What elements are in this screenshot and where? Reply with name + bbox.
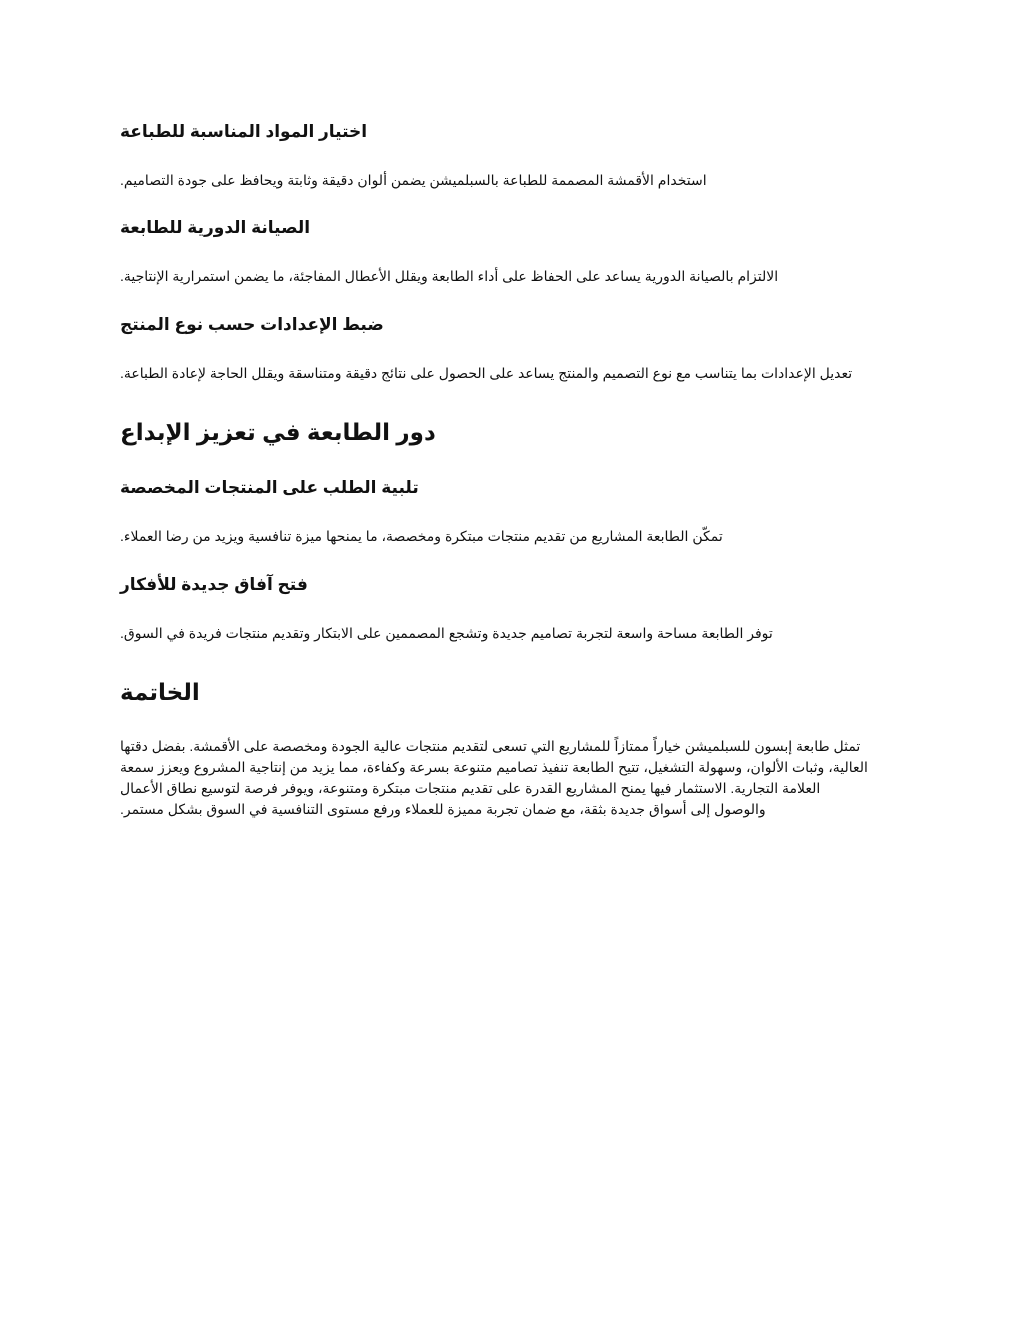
subsection-text-custom-products: .تمكّن الطابعة المشاريع من تقديم منتجات مبتكرة ومخصصة، ما يمنحها ميزة تنافسية ويزيد من رضا العملاء <box>120 528 723 544</box>
conclusion-line: العلامة التجارية. الاستثمار فيها يمنح المشاريع القدرة على تقديم منتجات مبتكرة ومتنوعة، ويوفر فرصة لتوسيع نطاق الأعمال <box>120 780 821 796</box>
conclusion-paragraph <box>120 736 910 820</box>
section-text-maintenance: .الالتزام بالصيانة الدورية يساعد على الحفاظ على أداء الطابعة ويقلل الأعطال المفاجئة، ما يضمن استمرارية الإنتاجية <box>120 268 779 284</box>
subsection-heading-new-ideas: فتح آفاق جديدة للأفكار <box>120 575 308 594</box>
subsection-text-new-ideas: .توفر الطابعة مساحة واسعة لتجربة تصاميم جديدة وتشجع المصممين على الابتكار وتقديم منتجات فريدة في السوق <box>120 625 773 641</box>
section-text-settings: .تعديل الإعدادات بما يتناسب مع نوع التصميم والمنتج يساعد على الحصول على نتائج دقيقة ومتناسقة ويقلل الحاجة لإعادة الطباعة <box>120 365 853 381</box>
section-heading-maintenance: الصيانة الدورية للطابعة <box>120 218 311 237</box>
creativity-title: دور الطابعة في تعزيز الإبداع <box>120 419 436 445</box>
section-text-materials: .استخدام الأقمشة المصممة للطباعة بالسبلميشن يضمن ألوان دقيقة وثابتة ويحافظ على جودة التصاميم <box>120 172 707 188</box>
conclusion-title: الخاتمة <box>120 679 200 705</box>
conclusion-line: العالية، وثبات الألوان، وسهولة التشغيل، تتيح الطابعة تنفيذ تصاميم متنوعة بسرعة وكفاءة، مما يزيد من إنتاجية المشروع ويعزز سمعة <box>120 759 868 775</box>
section-heading-materials: اختيار المواد المناسبة للطباعة <box>120 122 368 141</box>
section-heading-settings: ضبط الإعدادات حسب نوع المنتج <box>120 315 384 334</box>
subsection-heading-custom-products: تلبية الطلب على المنتجات المخصصة <box>120 478 419 497</box>
conclusion-line: .والوصول إلى أسواق جديدة بثقة، مع ضمان تجربة مميزة للعملاء ورفع مستوى التنافسية في السوق بشكل مستمر <box>120 801 766 817</box>
conclusion-line: تمثل طابعة إبسون للسبلميشن خياراً ممتازاً للمشاريع التي تسعى لتقديم منتجات عالية الجودة ومخصصة على الأقمشة. بفضل دقتها <box>120 738 861 754</box>
